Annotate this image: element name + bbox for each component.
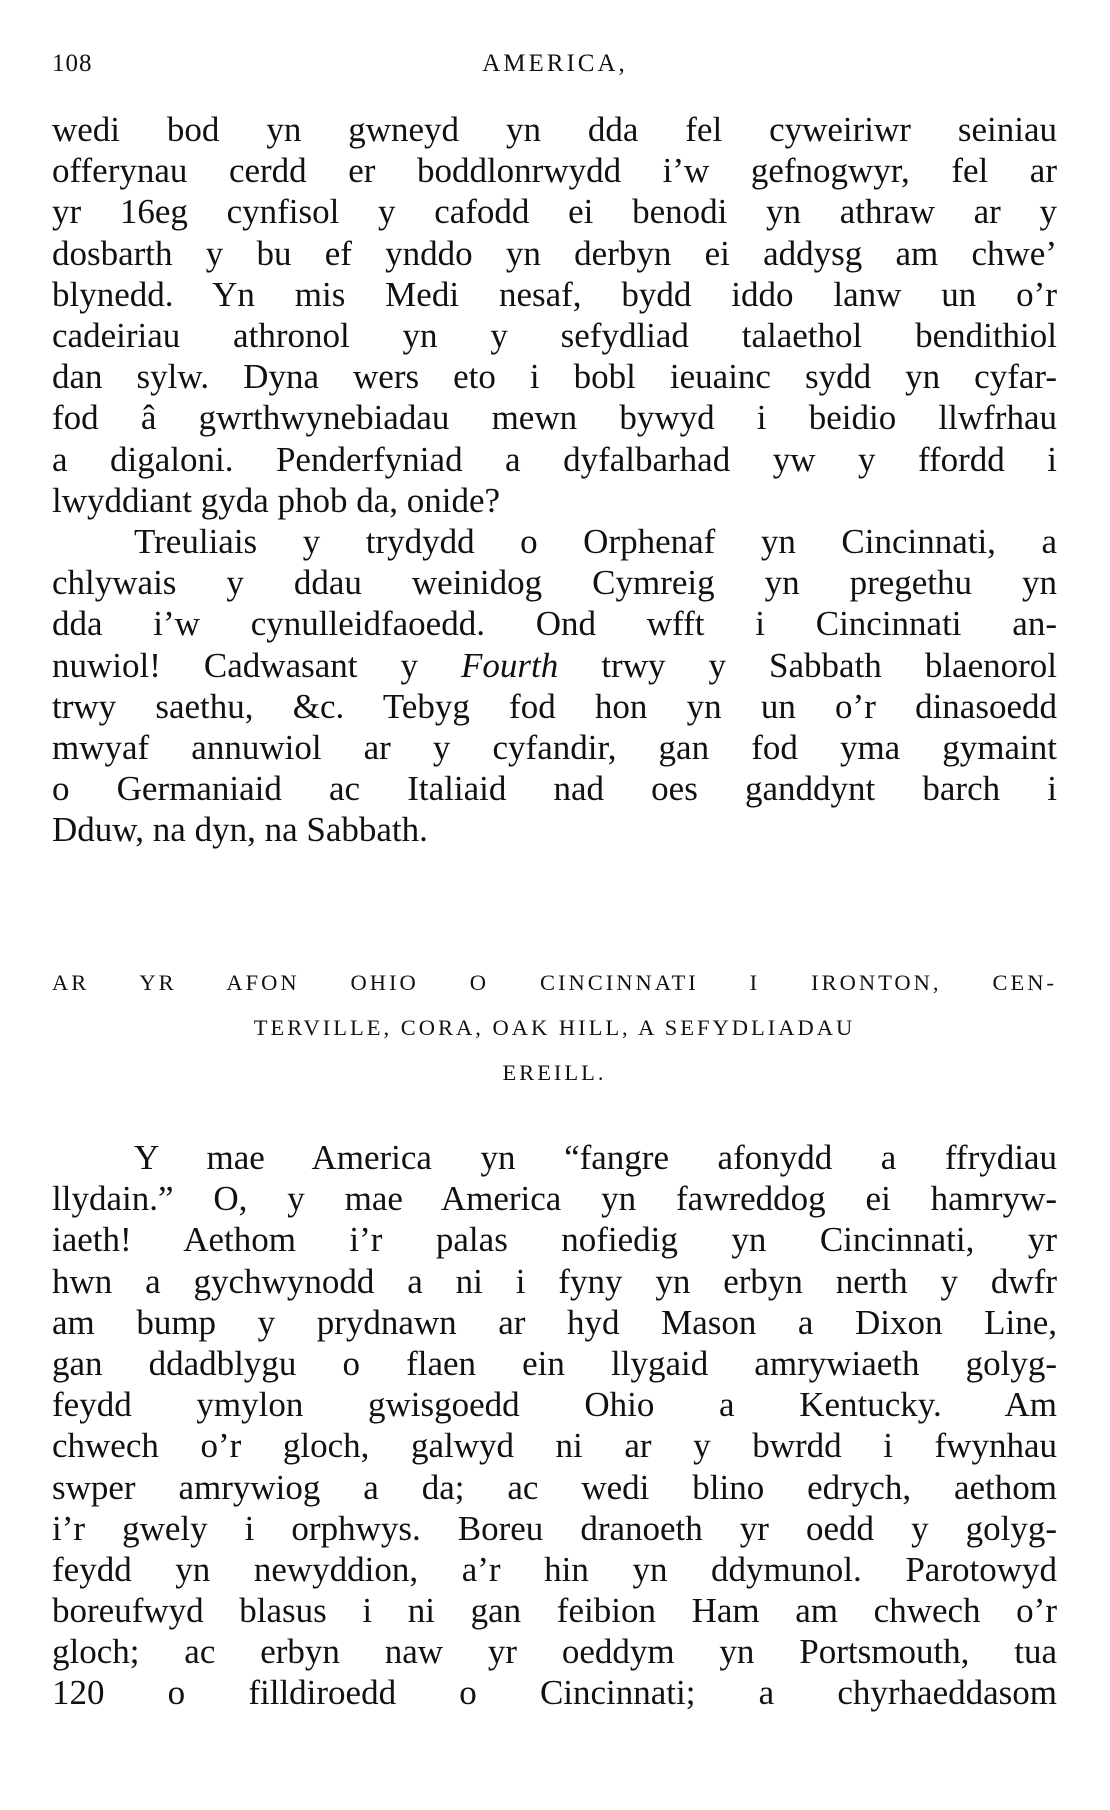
italic-word: Fourth xyxy=(461,645,559,685)
text-line: boreufwyd blasus i ni gan feibion Ham am chwech o’r xyxy=(52,1591,1057,1631)
page-number: 108 xyxy=(52,50,93,77)
text-line: feydd yn newyddion, a’r hin yn ddymunol. Parotowyd xyxy=(52,1549,1057,1589)
running-head xyxy=(52,50,1058,90)
text-line: am bump y prydnawn ar hyd Mason a Dixon Line, xyxy=(52,1302,1057,1342)
text-line: trwy saethu, &c. Tebyg fod hon yn un o’r dinasoedd xyxy=(52,686,1057,726)
text-line: cadeiriau athronol yn y sefydliad talaethol bendithiol xyxy=(52,315,1057,355)
paragraph-2 xyxy=(52,521,1057,851)
text-line: 120 o filldiroedd o Cincinnati; a chyrhaeddasom xyxy=(52,1673,1057,1713)
text-line: llydain.” O, y mae America yn fawreddog ei hamryw- xyxy=(52,1179,1057,1219)
text-line: dda i’w cynulleidfaoedd. Ond wfft i Cincinnati an- xyxy=(52,604,1057,644)
text-line: hwn a gychwynodd a ni i fyny yn erbyn nerth y dwfr xyxy=(52,1261,1057,1301)
text-line: chwech o’r gloch, galwyd ni ar y bwrdd i fwynhau xyxy=(52,1426,1057,1466)
text-line: gloch; ac erbyn naw yr oeddym yn Portsmouth, tua xyxy=(52,1632,1057,1672)
text-line: Y mae America yn “fangre afonydd a ffrydiau xyxy=(134,1138,1057,1177)
text-line: iaeth! Aethom i’r palas nofiedig yn Cincinnati, yr xyxy=(52,1220,1057,1260)
text-line: gan ddadblygu o flaen ein llygaid amrywiaeth golyg- xyxy=(52,1343,1057,1383)
text-line: wedi bod yn gwneyd yn dda fel cyweiriwr seiniau xyxy=(52,110,1057,149)
text-span: trwy y Sabbath blaenorol xyxy=(558,645,1057,685)
running-title: AMERICA, xyxy=(482,50,628,77)
text-line: lwyddiant gyda phob da, onide? xyxy=(52,480,501,520)
text-line: feydd ymylon gwisgoedd Ohio a Kentucky. Am xyxy=(52,1385,1057,1425)
heading-line: AR YR AFON OHIO O CINCINNATI I IRONTON, CEN- xyxy=(52,970,1057,995)
text-line: o Germaniaid ac Italiaid nad oes ganddynt barch i xyxy=(52,769,1057,809)
text-line: swper amrywiog a da; ac wedi blino edrych, aethom xyxy=(52,1467,1057,1507)
heading-line: EREILL. xyxy=(502,1060,607,1085)
text-line: Treuliais y trydydd o Orphenaf yn Cincinnati, a xyxy=(134,522,1057,561)
text-span: nuwiol! Cadwasant y xyxy=(52,645,462,685)
paragraph-3 xyxy=(52,1137,1057,1714)
paragraph-1 xyxy=(52,109,1057,521)
text-line: mwyaf annuwiol ar y cyfandir, gan fod yma gymaint xyxy=(52,727,1057,767)
section-heading xyxy=(52,960,1057,1095)
text-line: dosbarth y bu ef ynddo yn derbyn ei addysg am chwe’ xyxy=(52,233,1057,273)
text-line: dan sylw. Dyna wers eto i bobl ieuainc sydd yn cyfar- xyxy=(52,357,1057,397)
text-line: chlywais y ddau weinidog Cymreig yn pregethu yn xyxy=(52,563,1057,603)
text-line: i’r gwely i orphwys. Boreu dranoeth yr oedd y golyg- xyxy=(52,1508,1057,1548)
text-line: a digaloni. Penderfyniad a dyfalbarhad yw y ffordd i xyxy=(52,439,1057,479)
heading-line: TERVILLE, CORA, OAK HILL, A SEFYDLIADAU xyxy=(253,1015,856,1040)
text-line: fod â gwrthwynebiadau mewn bywyd i beidio llwfrhau xyxy=(52,398,1057,438)
text-line: blynedd. Yn mis Medi nesaf, bydd iddo lanw un o’r xyxy=(52,274,1057,314)
text-line: offerynau cerdd er boddlonrwydd i’w gefnogwyr, fel ar xyxy=(52,151,1057,191)
text-line: Dduw, na dyn, na Sabbath. xyxy=(52,810,428,850)
text-line: yr 16eg cynfisol y cafodd ei benodi yn athraw ar y xyxy=(52,192,1057,232)
text-line xyxy=(52,645,1057,686)
